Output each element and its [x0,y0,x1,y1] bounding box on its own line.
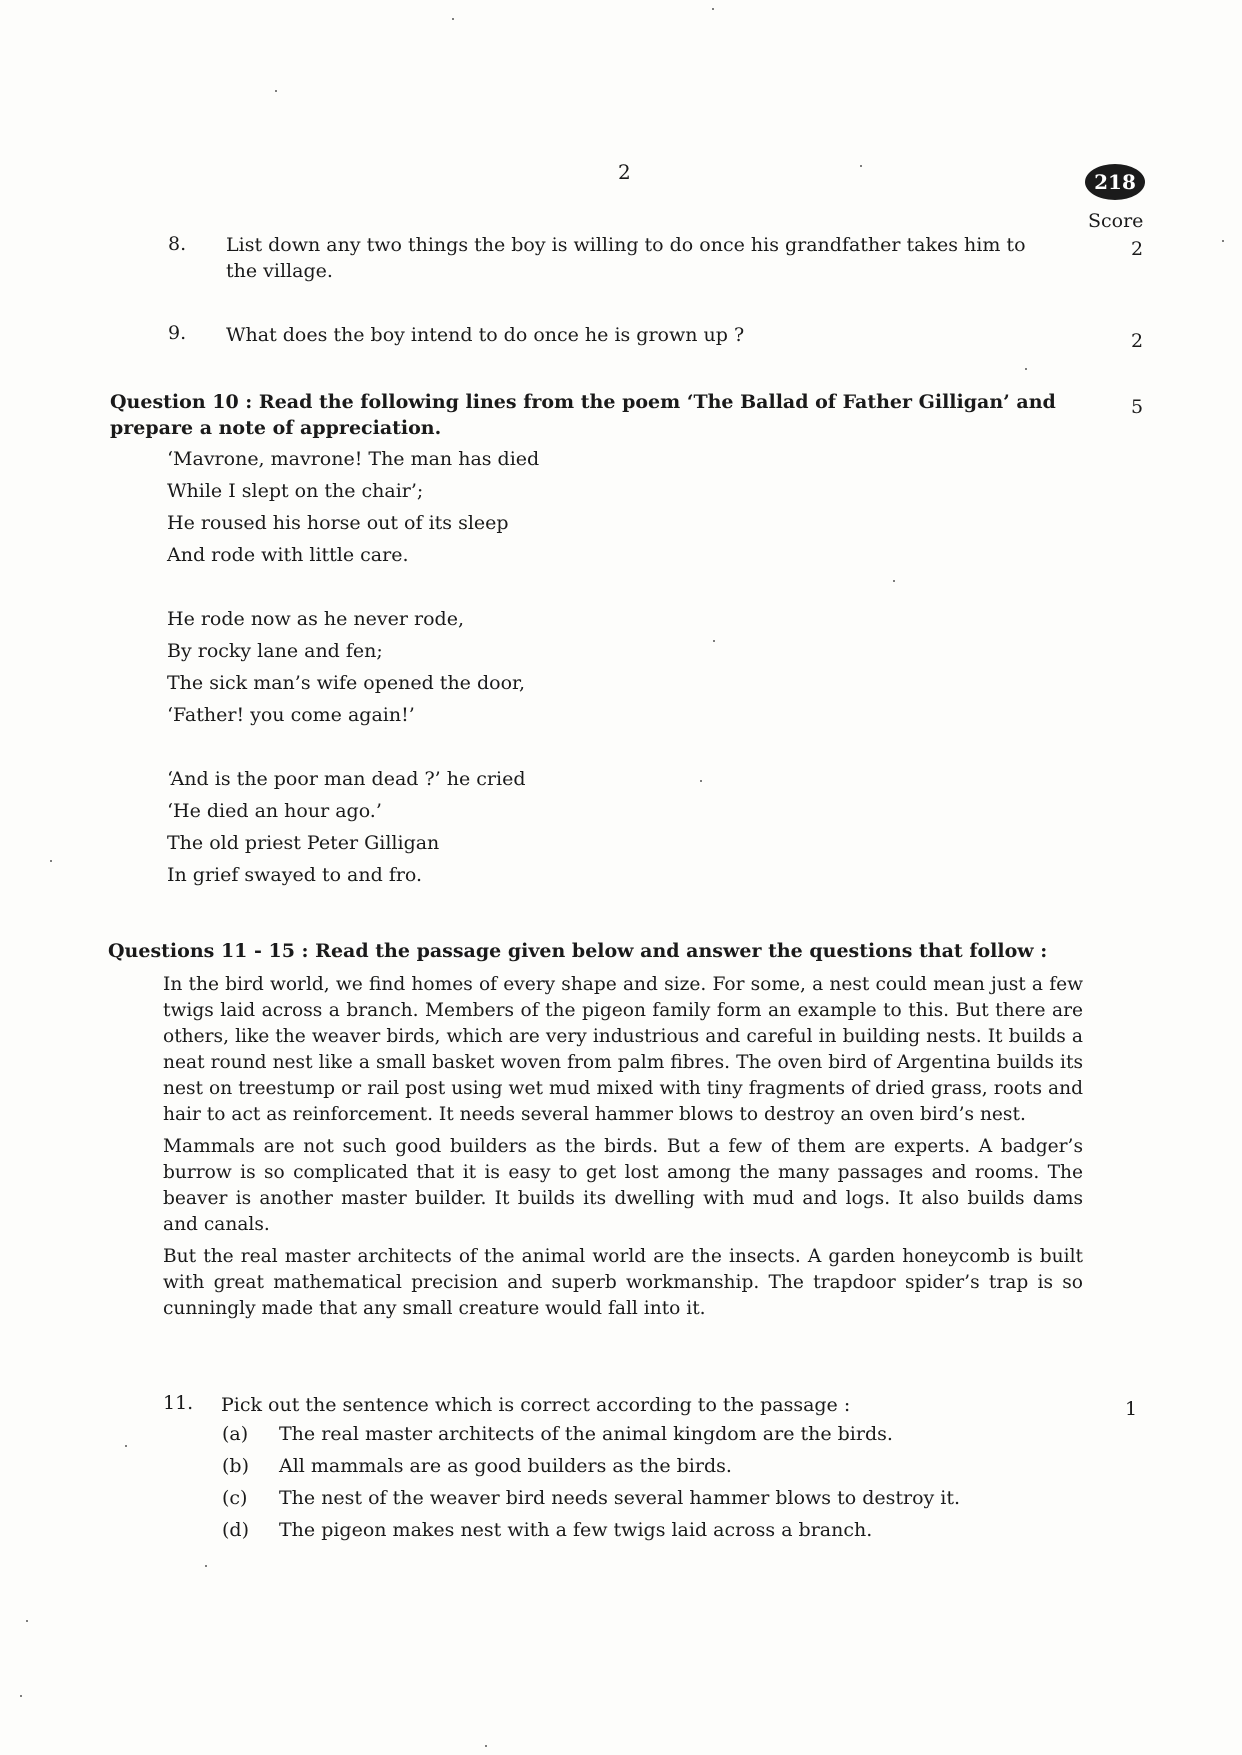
option-label: (b) [222,1455,249,1477]
poem-line: The sick man’s wife opened the door, [167,672,526,694]
option-label: (d) [222,1519,249,1541]
option-c [222,1487,960,1519]
scan-speck [452,18,454,20]
q11-15-heading: Questions 11 - 15 : Read the passage given below and answer the questions that follow : [108,940,1048,962]
scan-speck [50,860,52,862]
scan-speck [713,640,715,642]
poem-line: He rode now as he never rode, [167,608,464,630]
q10-score: 5 [1131,396,1144,418]
scan-speck [860,165,862,167]
option-text: The real master architects of the animal kingdom are the birds. [279,1423,893,1445]
scan-speck [700,780,702,782]
scan-speck [205,1565,207,1567]
q10-heading-line2: prepare a note of appreciation. [110,417,442,439]
q9-number: 9. [168,322,187,344]
q8-score: 2 [1131,238,1144,260]
poem-line: He roused his horse out of its sleep [167,512,509,534]
paper-code-badge: 218 [1085,164,1145,200]
option-text: The nest of the weaver bird needs several hammer blows to destroy it. [279,1487,961,1509]
q11-score: 1 [1125,1398,1138,1420]
poem-stanza-2 [167,603,539,731]
poem-stanza-3 [167,763,539,891]
option-b [222,1455,960,1487]
passage-paragraph: In the bird world, we find homes of every shape and size. For some, a nest could mean just a few twigs laid across a branch. Members of the pigeon family form an example to this. But there are others, like the weaver birds, which are very industrious and careful in building nests. It builds a neat round nest like a small basket woven from palm fibres. The oven bird of Argentina builds its nest on treestump or rail post using wet mud mixed with tiny fragments of dried grass, roots and hair to act as reinforcement. It needs several hammer blows to destroy an oven bird’s nest. [163,974,1083,1125]
poem-excerpt [167,443,539,891]
scan-speck [1025,368,1027,370]
poem-line: The old priest Peter Gilligan [167,832,440,854]
scan-speck [1222,240,1224,242]
option-label: (c) [222,1487,248,1509]
q8-text-line1: List down any two things the boy is willing to do once his grandfather takes him to [226,234,1026,256]
option-text: The pigeon makes nest with a few twigs laid across a branch. [279,1519,873,1541]
poem-line: ‘And is the poor man dead ?’ he cried [167,768,526,790]
scan-speck [26,1620,28,1622]
q10-heading-line1: Question 10 : Read the following lines from the poem ‘The Ballad of Father Gilligan’ and [110,391,1056,413]
q9-score: 2 [1131,330,1144,352]
poem-line: ‘Father! you come again!’ [167,704,415,726]
scan-speck [20,1695,22,1697]
poem-line: ‘Mavrone, mavrone! The man has died [167,448,540,470]
q11-number: 11. [163,1392,194,1414]
reading-passage [163,972,1083,1322]
q8-number: 8. [168,233,187,255]
option-a [222,1423,960,1455]
poem-line: ‘He died an hour ago.’ [167,800,382,822]
score-column-header: Score [1088,210,1144,232]
scan-speck [485,1745,487,1747]
passage-paragraph: But the real master architects of the animal world are the insects. A garden honeycomb is built with great mathematical precision and superb workmanship. The trapdoor spider’s trap is so cunningly made that any small creature would fall into it. [163,1246,1083,1319]
q11-text: Pick out the sentence which is correct according to the passage : [221,1394,851,1416]
poem-line: By rocky lane and fen; [167,640,383,662]
scan-speck [893,580,895,582]
option-label: (a) [222,1423,249,1445]
passage-paragraph: Mammals are not such good builders as the birds. But a few of them are experts. A badger’s burrow is so complicated that it is easy to get lost among the many passages and rooms. The beaver is another master builder. It builds its dwelling with mud and logs. It also builds dams and canals. [163,1136,1083,1235]
poem-line: In grief swayed to and fro. [167,864,423,886]
scan-speck [125,1445,127,1447]
option-text: All mammals are as good builders as the birds. [279,1455,732,1477]
poem-line: While I slept on the chair’; [167,480,424,502]
poem-line: And rode with little care. [167,544,409,566]
option-d [222,1519,960,1551]
scan-speck [275,90,277,92]
q11-options [222,1423,960,1551]
q8-text-line2: the village. [226,260,333,282]
q9-text: What does the boy intend to do once he is grown up ? [226,324,745,346]
poem-stanza-1 [167,443,539,571]
page-number: 2 [618,160,631,184]
scan-speck [712,8,714,10]
